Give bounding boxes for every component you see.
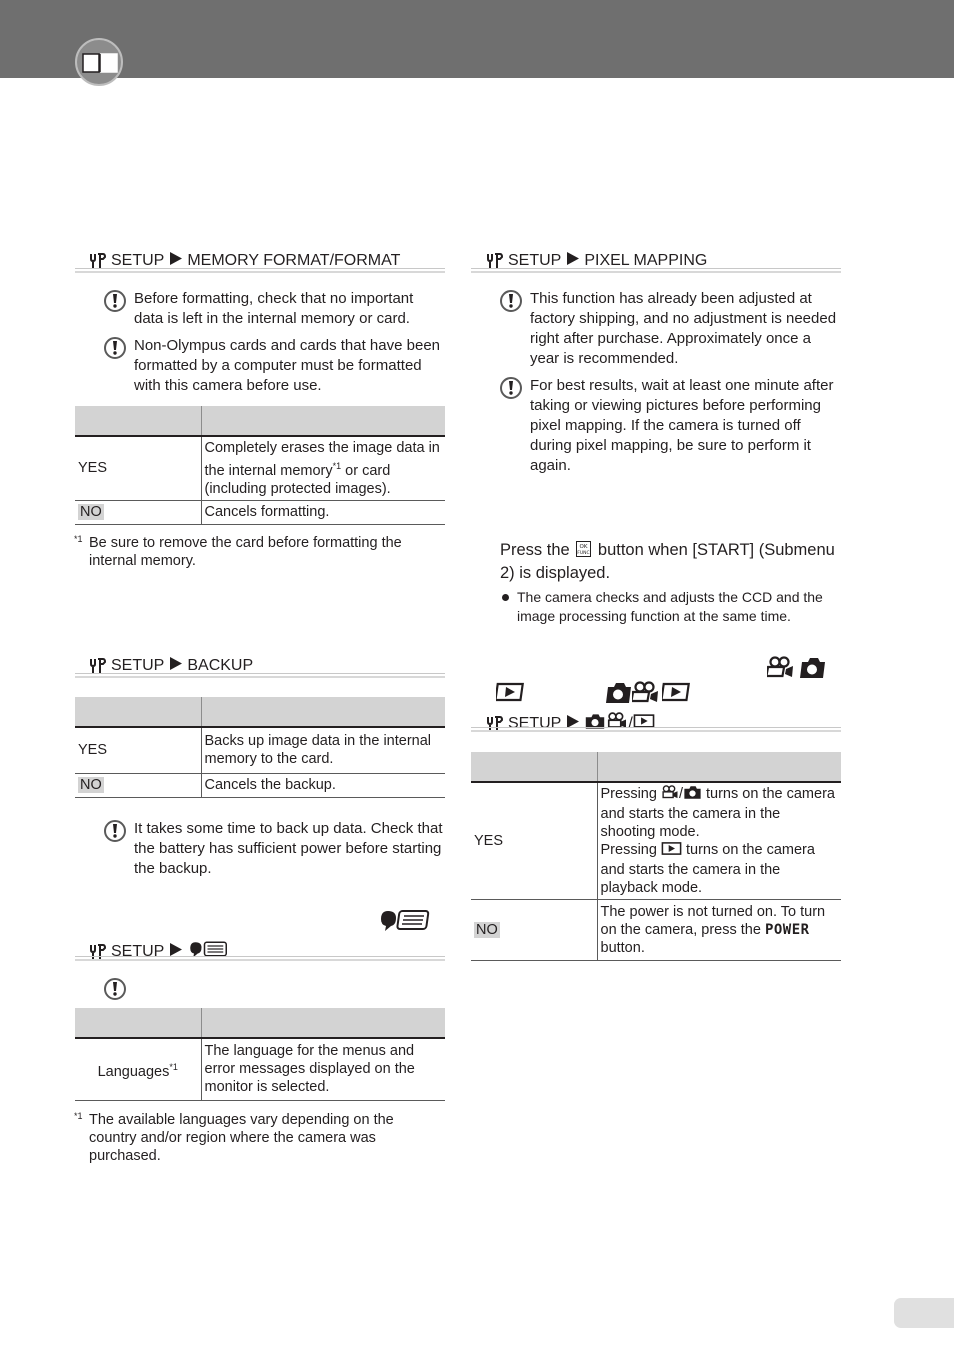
note-item: Non-Olympus cards and cards that have been formatted by a computer must be formatted with this camera before use. (104, 336, 444, 396)
table-row: NO Cancels formatting. (75, 500, 445, 524)
note-item: Before formatting, check that no important data is left in the internal memory or card. (104, 289, 444, 329)
table-row: YES Completely erases the image data in the internal memory$^{*1}$ or card (including protected images). (75, 436, 445, 500)
camera-icon (798, 656, 828, 685)
bullet-dot (502, 594, 509, 601)
table-row: NO Cancels the backup. (75, 773, 445, 797)
page-header-bar (0, 0, 954, 78)
table-row: Languages$^{*1}$ The language for the menus and error messages displayed on the monitor is selected. (75, 1038, 445, 1100)
caution-icon (104, 290, 126, 312)
table-header-row (75, 697, 445, 727)
caution-icon (104, 820, 126, 842)
backup-heading: SETUP BACKUP (89, 657, 253, 675)
table-row: NO The power is not turned on. To turn on the camera, press the POWER button. (471, 900, 841, 961)
movie-camera-icon (661, 785, 679, 805)
setup-wrench-icon (89, 658, 107, 674)
section-rule (75, 956, 445, 961)
svg-text:OK: OK (579, 544, 588, 550)
caution-icon (500, 290, 522, 312)
playback-icon (661, 841, 682, 861)
footnote: *1 The available languages vary depending on the country and/or region where the camera was purchased. (74, 1111, 394, 1164)
table-row: YES Pressing / turns on the camera and starts the camera in the shooting mode. Pressing turns on the camera and starts the camera in the playback mode. (471, 782, 841, 900)
footnote: *1 Be sure to remove the card before formatting the internal memory. (74, 534, 402, 569)
power-on-heading: SETUP / (486, 712, 655, 735)
table-row: YES Backs up image data in the internal memory to the card. (75, 727, 445, 773)
ok-func-button-icon (576, 541, 591, 563)
playback-icon (496, 682, 526, 707)
svg-text:FUNC: FUNC (577, 551, 590, 556)
table-header-row (75, 1008, 445, 1038)
camera-icon (683, 785, 702, 805)
memory-format-table (75, 406, 445, 525)
memory-format-heading: SETUP MEMORY FORMAT/FORMAT (89, 252, 400, 270)
language-table (75, 1008, 445, 1101)
language-heading: SETUP (89, 940, 231, 963)
bullet-item: The camera checks and adjusts the CCD and the image processing function at the same time. (502, 588, 842, 626)
caution-icon (500, 377, 522, 399)
section-rule (471, 727, 841, 732)
backup-table (75, 697, 445, 798)
table-header-row (75, 406, 445, 436)
page-number-tab (894, 1298, 954, 1328)
setup-wrench-icon (89, 253, 107, 269)
section-rule (471, 268, 841, 273)
book-icon (75, 38, 123, 86)
table-header-row (471, 752, 841, 782)
section-rule (75, 268, 445, 273)
pixel-mapping-heading: SETUP PIXEL MAPPING (486, 252, 707, 270)
playback-icon (662, 682, 692, 707)
note-item: It takes some time to back up data. Check that the battery has sufficient power before starting the backup. (104, 819, 444, 879)
power-on-table (471, 752, 841, 961)
language-icon (380, 908, 432, 937)
movie-camera-icon (632, 681, 660, 710)
setup-wrench-icon (486, 253, 504, 269)
note-item: This function has already been adjusted at factory shipping, and no adjustment is needed right after purchase. Approximately once a year is recommended. (500, 289, 840, 369)
power-button-label: POWER (764, 922, 810, 938)
camera-icon (604, 681, 634, 710)
section-rule (75, 673, 445, 678)
caution-icon (104, 978, 126, 1000)
note-item: For best results, wait at least one minute after taking or viewing pictures before performing pixel mapping. If the camera is turned off during pixel mapping, be sure to perform it again. (500, 376, 840, 476)
movie-camera-icon (767, 656, 795, 685)
caution-icon (104, 337, 126, 359)
instruction-step: Press the OK FUNC button when [START] (Submenu 2) is displayed. (500, 541, 835, 582)
